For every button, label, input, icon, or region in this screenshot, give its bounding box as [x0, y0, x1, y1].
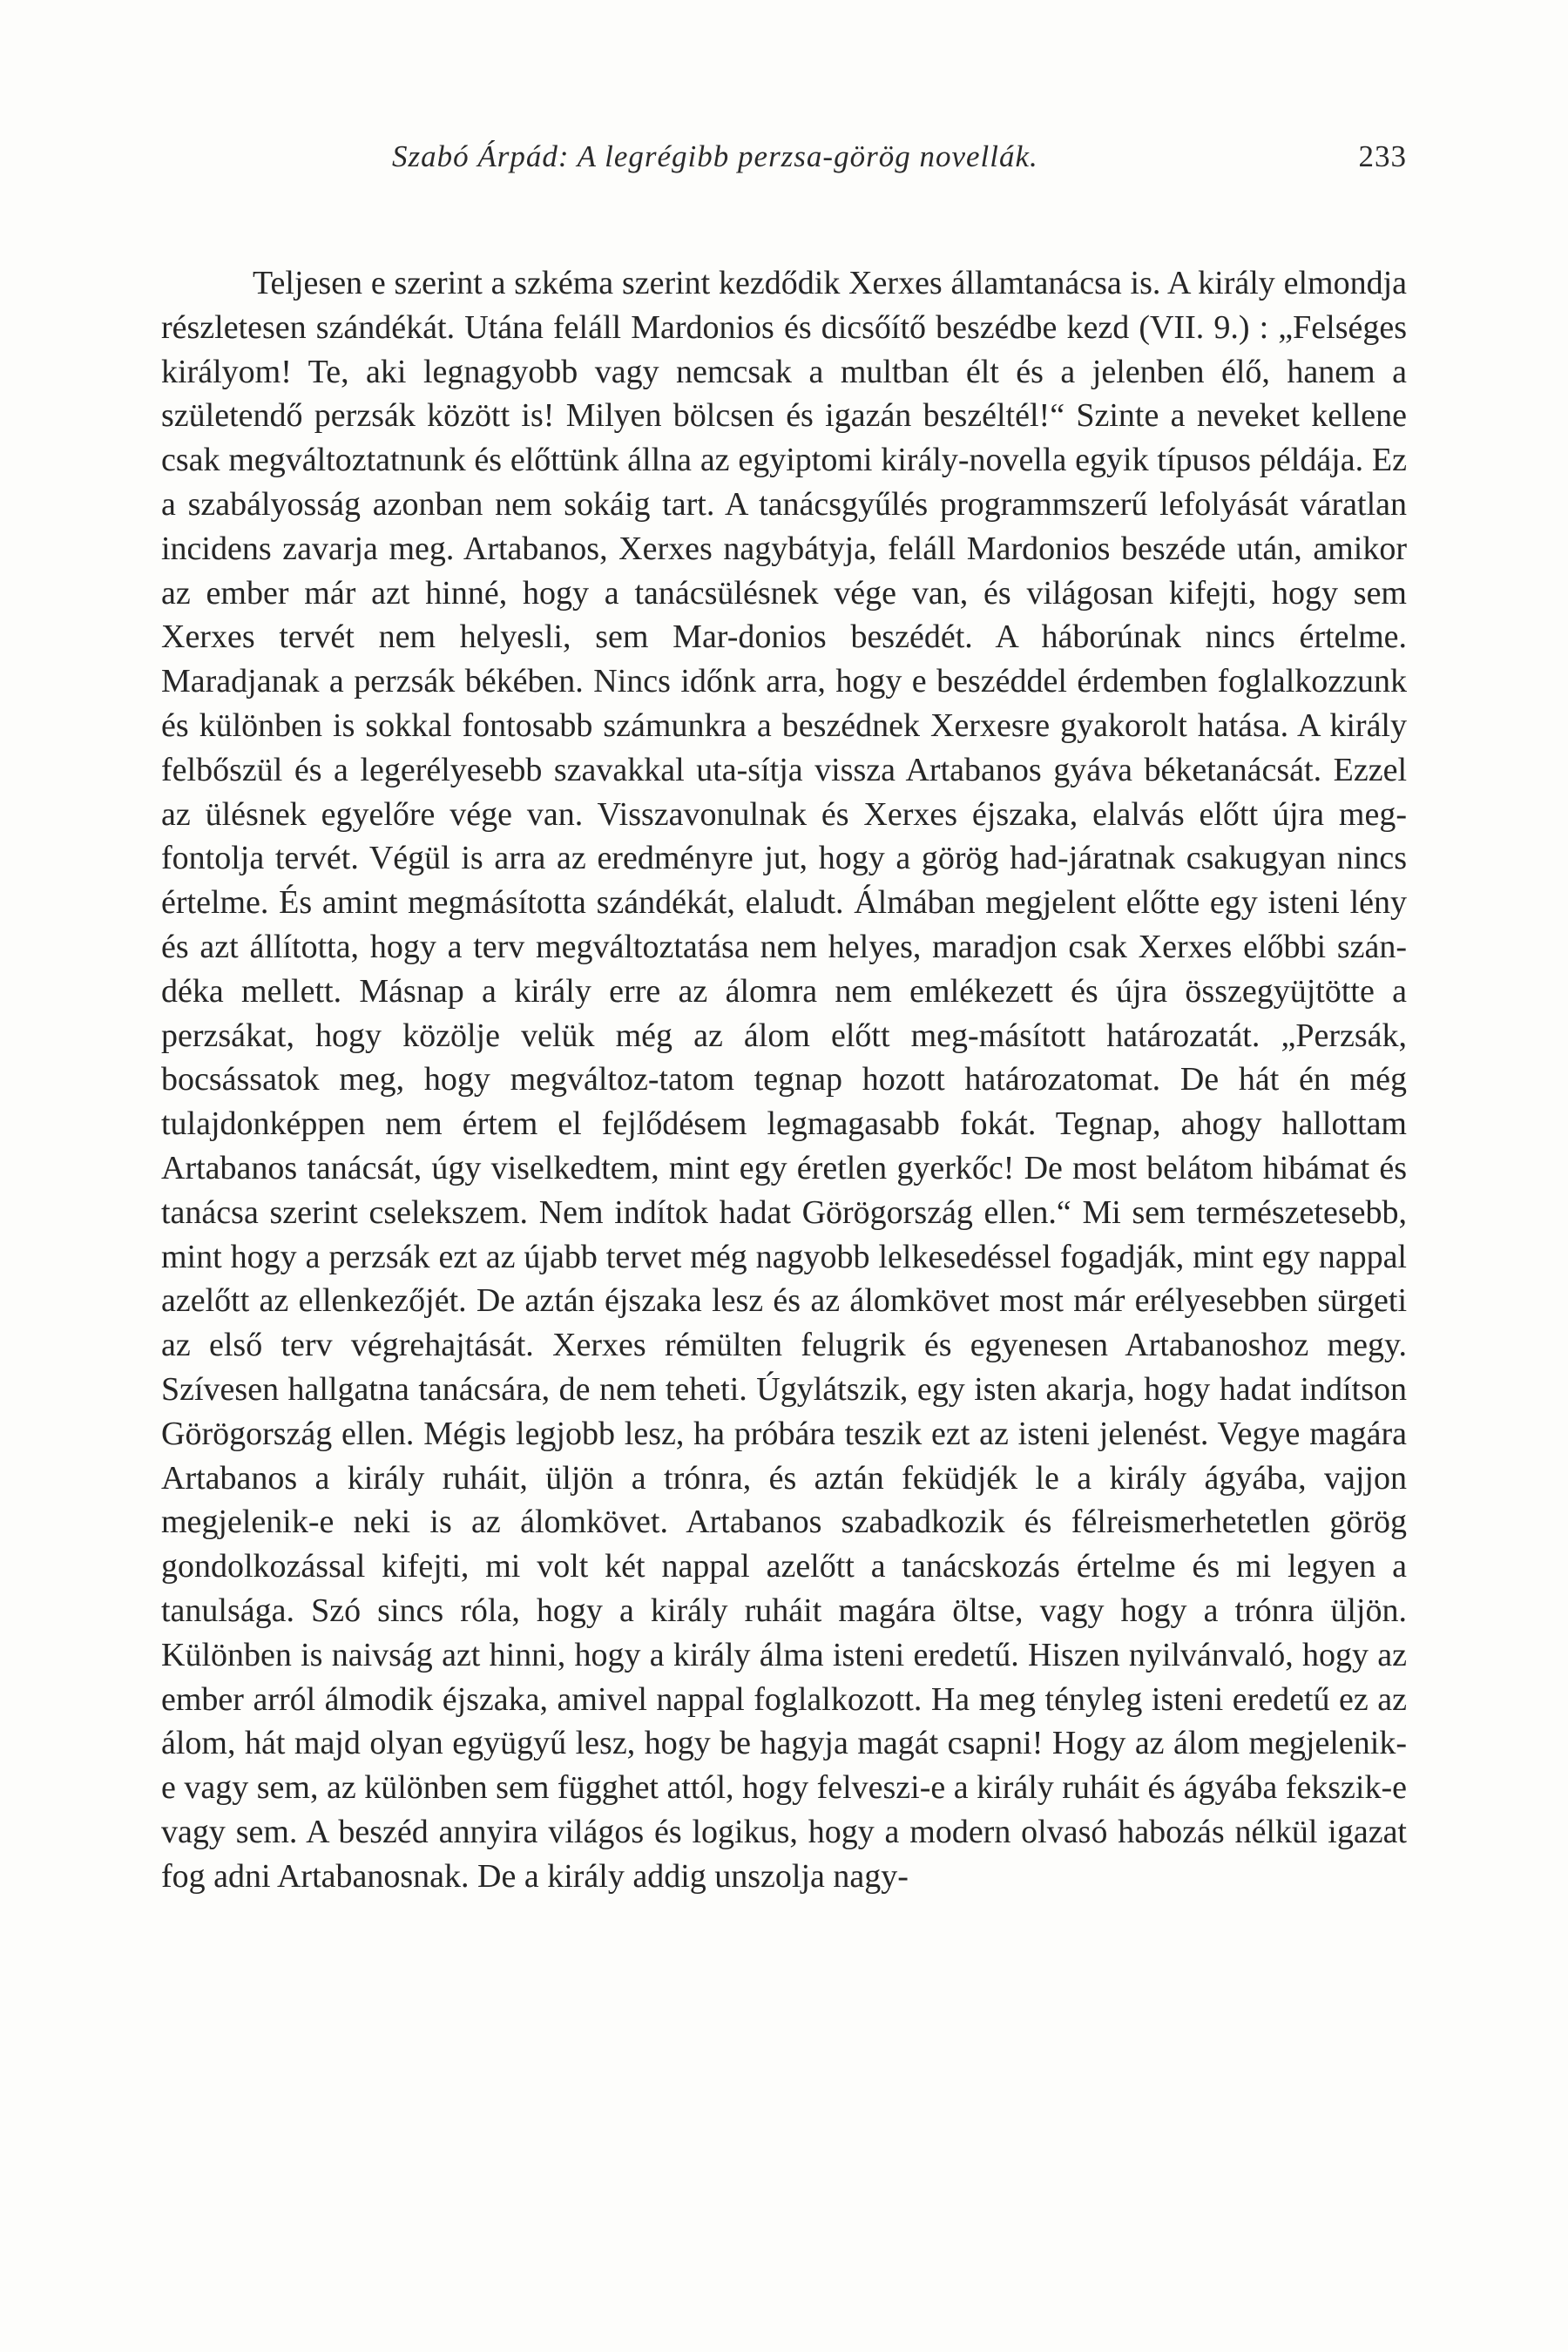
- page-number: 233: [1358, 139, 1407, 173]
- running-head: [161, 139, 1407, 183]
- body-paragraph: Teljesen e szerint a szkéma szerint kezdődik Xerxes államtanácsa is. A király elmondja részletesen szándékát. Utána feláll Mardonios és dicsőítő beszédbe kezd (VII. 9.) : „Felséges királyom! Te, aki legnagyobb vagy nemcsak a multban élt és a jelenben élő, hanem a születendő perzsák között is! Milyen bölcsen és igazán beszéltél!“ Szinte a neveket kellene csak megváltoztatnunk és előttünk állna az egyiptomi király-novella egyik típusos példája. Ez a szabályosság azonban nem sokáig tart. A tanácsgyűlés programmszerű lefolyását váratlan incidens zavarja meg. Artabanos, Xerxes nagybátyja, feláll Mardonios beszéde után, amikor az ember már azt hinné, hogy a tanácsülésnek vége van, és világosan kifejti, hogy sem Xerxes tervét nem helyesli, sem Mar-donios beszédét. A háborúnak nincs értelme. Maradjanak a perzsák békében. Nincs időnk arra, hogy e beszéddel érdemben foglalkozzunk és különben is sokkal fontosabb számunkra a beszédnek Xerxesre gyakorolt hatása. A király felbőszül és a legerélyesebb szavakkal uta-sítja vissza Artabanos gyáva béketanácsát. Ezzel az ülésnek egyelőre vége van. Visszavonulnak és Xerxes éjszaka, elalvás előtt újra meg-fontolja tervét. Végül is arra az eredményre jut, hogy a görög had-járatnak csakugyan nincs értelme. És amint megmásította szándékát, elaludt. Álmában megjelent előtte egy isteni lény és azt állította, hogy a terv megváltoztatása nem helyes, maradjon csak Xerxes előbbi szán-déka mellett. Másnap a király erre az álomra nem emlékezett és újra összegyüjtötte a perzsákat, hogy közölje velük még az álom előtt meg-másított határozatát. „Perzsák, bocsássatok meg, hogy megváltoz-tatom tegnap hozott határozatomat. De hát én még tulajdonképpen nem értem el fejlődésem legmagasabb fokát. Tegnap, ahogy hallottam Artabanos tanácsát, úgy viselkedtem, mint egy éretlen gyerkőc! De most belátom hibámat és tanácsa szerint cselekszem. Nem indítok hadat Görögország ellen.“ Mi sem természetesebb, mint hogy a perzsák ezt az újabb tervet még nagyobb lelkesedéssel fogadják, mint egy nappal azelőtt az ellenkezőjét. De aztán éjszaka lesz és az álomkövet most már erélyesebben sürgeti az első terv végrehajtását. Xerxes rémülten felugrik és egyenesen Artabanoshoz megy. Szívesen hallgatna tanácsára, de nem teheti. Úgylátszik, egy isten akarja, hogy hadat indítson Görögország ellen. Mégis legjobb lesz, ha próbára teszik ezt az isteni jelenést. Vegye magára Artabanos a király ruháit, üljön a trónra, és aztán feküdjék le a király ágyába, vajjon megjelenik-e neki is az álomkövet. Artabanos szabadkozik és félreismerhetetlen görög gondolkozással kifejti, mi volt két nappal azelőtt a tanácskozás értelme és mi legyen a tanulsága. Szó sincs róla, hogy a király ruháit magára öltse, vagy hogy a trónra üljön. Különben is naivság azt hinni, hogy a király álma isteni eredetű. Hiszen nyilvánvaló, hogy az ember arról álmodik éjszaka, amivel nappal foglalkozott. Ha meg tényleg isteni eredetű ez az álom, hát majd olyan együgyű lesz, hogy be hagyja magát csapni! Hogy az álom megjelenik-e vagy sem, az különben sem függhet attól, hogy felveszi-e a király ruháit és ágyába fekszik-e vagy sem. A beszéd annyira világos és logikus, hogy a modern olvasó habozás nélkül igazat fog adni Artabanosnak. De a király addig unszolja nagy-: [161, 265, 1407, 1895]
- running-title: Szabó Árpád: A legrégibb perzsa-görög novellák.: [392, 139, 1038, 173]
